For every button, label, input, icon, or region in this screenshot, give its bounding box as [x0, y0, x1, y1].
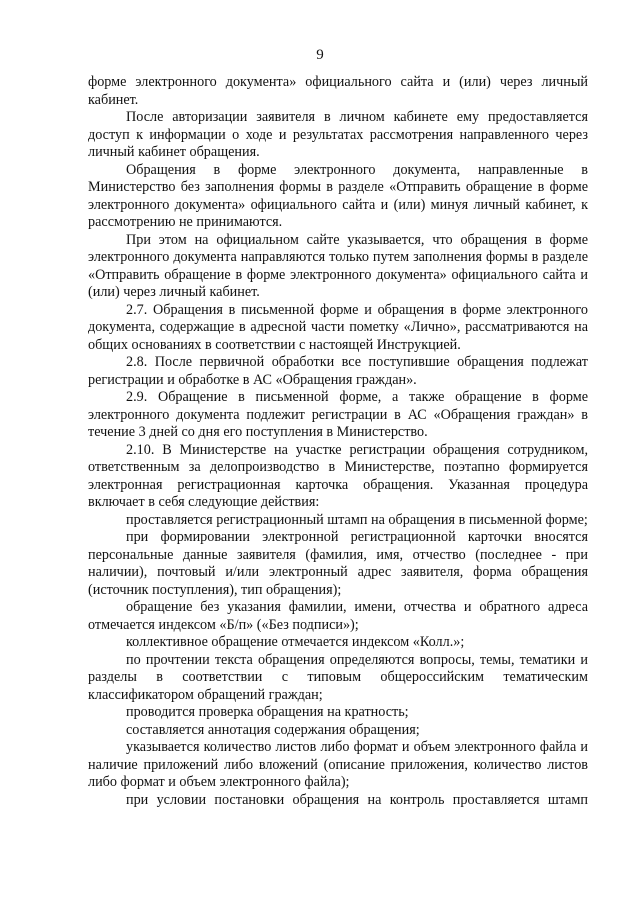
paragraph-authorization: После авторизации заявителя в личном кабинете ему предоставляется доступ к информации о ходе и результатах рассмотрения направленного через личный кабинет обращения.	[88, 109, 588, 160]
paragraph-multiplicity: проводится проверка обращения на кратность;	[126, 704, 409, 720]
paragraph-2-10: 2.10. В Министерстве на участке регистрации обращения сотрудником, ответственным за делопроизводство в Министерстве, поэтапно формируется электронная регистрационная карточка обращения. Указанная процедура включает в себя следующие действия:	[88, 441, 588, 510]
paragraph-collective: коллективное обращение отмечается индексом «Колл.»;	[126, 634, 465, 650]
paragraph-site-notice: При этом на официальном сайте указывается, что обращения в форме электронного документа направляются только путем заполнения формы в разделе «Отправить обращение в форме электронного документа» официального сайта и (или) через личный кабинет.	[88, 231, 588, 300]
paragraph-not-accepted: Обращения в форме электронного документа, направленные в Министерство без заполнения формы в разделе «Отправить обращение в форме электронного документа» официального сайта и (или) минуя личный кабинет, к рассмотрению не принимаются.	[88, 161, 588, 230]
document-body	[88, 74, 588, 809]
paragraph-stamp: проставляется регистрационный штамп на обращения в письменной форме;	[126, 511, 588, 528]
paragraph-sheets: указывается количество листов либо формат и объем электронного файла и наличие приложений либо вложений (описание приложения, количество листов либо формат и объем электронного файла);	[88, 739, 588, 790]
page-number: 9	[316, 47, 324, 63]
paragraph-control-stamp: при условии постановки обращения на контроль проставляется штамп	[126, 791, 588, 808]
paragraph-anonymous: обращение без указания фамилии, имени, отчества и обратного адреса отмечается индексом «Б/п» («Без подписи»);	[88, 599, 588, 633]
paragraph-continuation: форме электронного документа» официального сайта и (или) через личный кабинет.	[88, 74, 588, 108]
paragraph-2-7: 2.7. Обращения в письменной форме и обращения в форме электронного документа, содержащие в адресной части пометку «Лично», рассматриваются на общих основаниях в соответствии с настоящей Инструкцией.	[88, 301, 588, 353]
paragraph-annotation: составляется аннотация содержания обращения;	[126, 721, 420, 738]
paragraph-2-8: 2.8. После первичной обработки все поступившие обращения подлежат регистрации и обработке в АС «Обращения граждан».	[88, 354, 588, 388]
paragraph-personal-data: при формировании электронной регистрационной карточки вносятся персональные данные заявителя (фамилия, имя, отчество (последнее - при наличии), почтовый и/или электронный адрес заявителя, форма обращения (источник поступления), тип обращения);	[88, 529, 588, 598]
paragraph-classifier: по прочтении текста обращения определяются вопросы, темы, тематики и разделы в соответствии с типовым общероссийским тематическим классификатором обращений граждан;	[88, 651, 588, 703]
paragraph-2-9: 2.9. Обращение в письменной форме, а также обращение в форме электронного документа подлежит регистрации в АС «Обращения граждан» в течение 3 дней со дня его поступления в Министерство.	[88, 389, 588, 440]
